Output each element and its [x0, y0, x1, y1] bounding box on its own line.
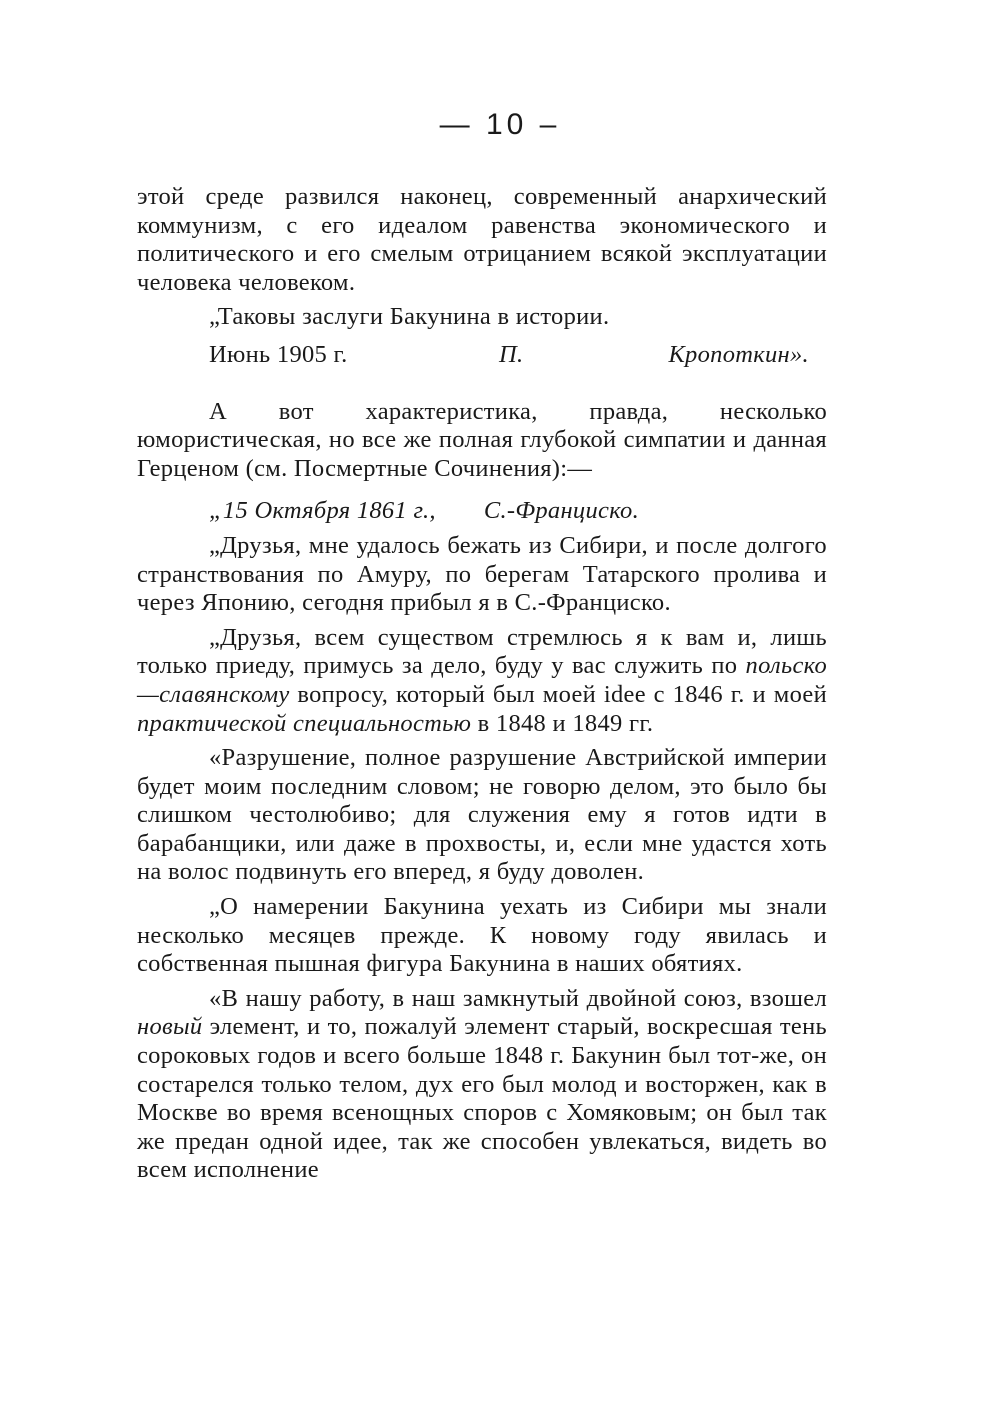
- paragraph-herzen-intro: А вот характеристика, правда, несколько юмористическая, но все же полная глубокой симпатии и данная Герценом (см. Посмертные Сочинения):—: [137, 397, 827, 482]
- paragraph-austrian-empire: «Разрушение, полное разрушение Австрийской империи будет моим последним словом; не говорю делом, это было бы слишком честолюбиво; для служения ему я готов идти в барабанщики, или даже в прохвосты, и, если мне удастся хоть на волос подвинуть его вперед, я буду доволен.: [137, 744, 827, 886]
- dateline-date: „15 Октября 1861 г.,: [209, 497, 436, 525]
- para5-part3: в 1848 и 1849 гг.: [471, 709, 654, 737]
- para8-part2: элемент, и то, пожалуй элемент старый, воскресшая тень сороковых годов и всего больше 1848 г. Бакунин был тот-же, он состарелся только телом, дух его был молод и восторжен, как в Москве во время всенощных споров с Хомяковым; он был так же предан одной идее, так же способен увлекаться, видеть во всем исполнение: [137, 1013, 827, 1184]
- page-number: — 10 –: [439, 108, 561, 141]
- para5-part2: вопросу, который был моей idee с 1846 г. и моей: [289, 680, 827, 708]
- para5-italic1: польско—славянскому: [137, 652, 827, 708]
- paragraph-bakunin-arrival: „О намерении Бакунина уехать из Сибири мы знали несколько месяцев прежде. К новому году явилась и собственная пышная фигура Бакунина в наших обятиях.: [137, 893, 827, 978]
- signature-surname: Кропоткин».: [668, 340, 809, 368]
- dateline-place: С.-Франциско.: [483, 497, 640, 525]
- paragraph-merits: „Таковы заслуги Бакунина в истории.: [209, 303, 610, 331]
- paragraph-anarchist-communism: этой среде развился наконец, современный анархический коммунизм, с его идеалом равенства экономического и политического и его смелым отрицанием всякой эксплуатации человека человеком.: [137, 183, 827, 296]
- body-text: [137, 183, 827, 1185]
- para8-part1: «В нашу работу, в наш замкнутый двойной союз, взошел: [209, 984, 827, 1012]
- letter-signature: [137, 341, 827, 370]
- para5-italic2: практической специальностью: [137, 709, 472, 737]
- paragraph-new-element: [137, 985, 827, 1185]
- paragraph-escape-siberia: „Друзья, мне удалось бежать из Сибири, и после долгого странствования по Амуру, по берегам Татарского пролива и через Японию, сегодня прибыл я в С.-Франциско.: [137, 531, 827, 617]
- paragraph-slavic-question: [137, 624, 827, 738]
- signature-initial: П.: [499, 340, 524, 368]
- para5-part1: „Друзья, всем существом стремлюсь я к вам и, лишь только приеду, примусь за дело, буду у вас служить по: [137, 623, 827, 680]
- para8-italic1: новый: [137, 1013, 203, 1041]
- signature-date: Июнь 1905 г.: [209, 340, 348, 368]
- letter-dateline: [137, 497, 827, 526]
